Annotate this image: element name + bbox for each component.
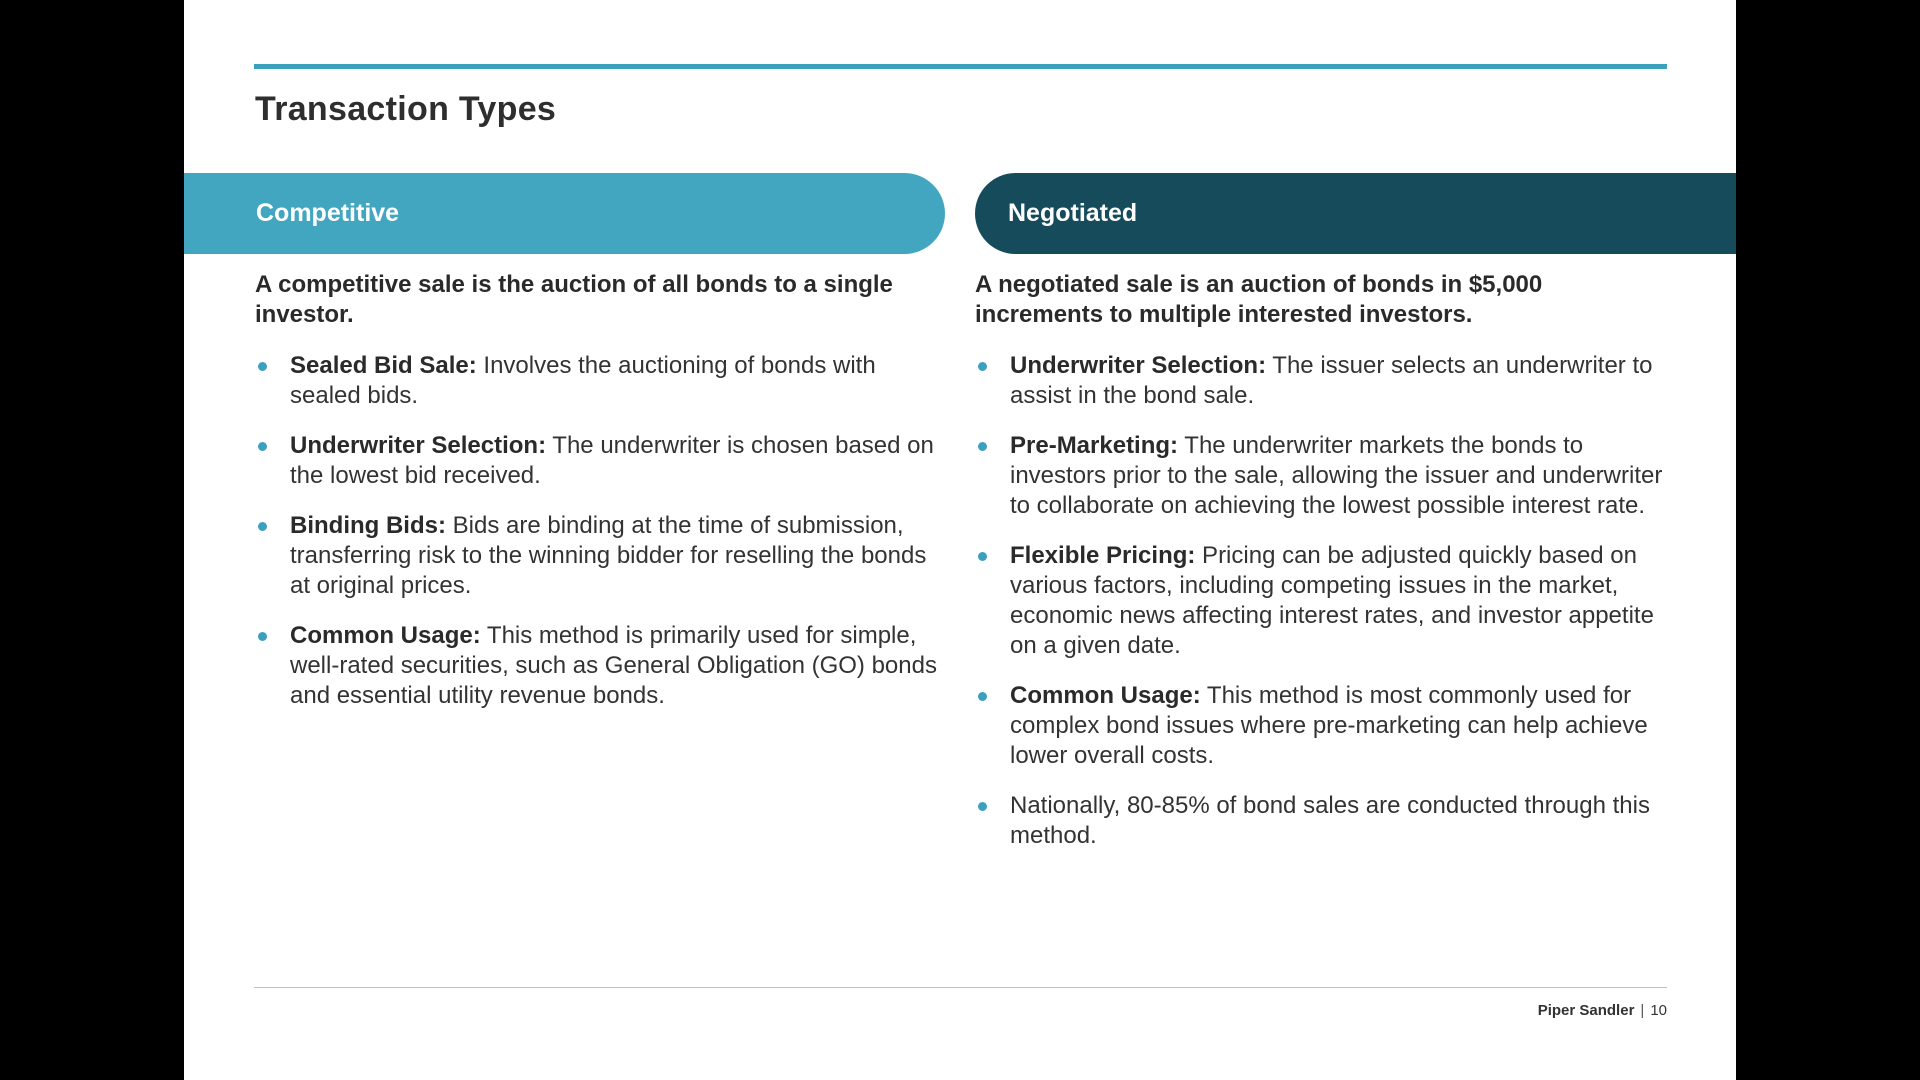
competitive-banner (184, 173, 945, 254)
competitive-column (255, 270, 945, 731)
item-text: The underwriter is chosen based on the lowest bid received. (290, 432, 934, 489)
bullet-icon (978, 802, 987, 811)
item-term: Common Usage: (1010, 682, 1201, 709)
list-item (975, 791, 1670, 851)
bottom-divider (254, 987, 1667, 988)
competitive-lead: A competitive sale is the auction of all bonds to a single investor. (255, 271, 893, 328)
list-item (255, 511, 945, 601)
list-item (255, 431, 945, 491)
list-item (975, 681, 1670, 771)
negotiated-lead: A negotiated sale is an auction of bonds in $5,000 increments to multiple interested investors. (975, 271, 1543, 328)
bullet-icon (258, 522, 267, 531)
item-text: The issuer selects an underwriter to assist in the bond sale. (1010, 352, 1653, 409)
item-term: Flexible Pricing: (1010, 542, 1196, 569)
bullet-icon (258, 632, 267, 641)
negotiated-list (975, 351, 1670, 851)
item-term: Common Usage: (290, 622, 481, 649)
competitive-heading: Competitive (256, 199, 400, 227)
top-divider (254, 64, 1667, 69)
competitive-list (255, 351, 945, 711)
item-term: Binding Bids: (290, 512, 446, 539)
item-term: Sealed Bid Sale: (290, 352, 477, 379)
item-term: Underwriter Selection: (1010, 352, 1267, 379)
list-item (975, 351, 1670, 411)
item-text: Pricing can be adjusted quickly based on various factors, including competing issues in the market, economic news affecting interest rates, and investor appetite on a given date. (1010, 542, 1654, 659)
negotiated-banner (975, 173, 1736, 254)
negotiated-column (975, 270, 1670, 871)
bullet-icon (978, 362, 987, 371)
negotiated-heading: Negotiated (1008, 199, 1138, 227)
page-number: 10 (1650, 1002, 1667, 1019)
footer (1538, 1002, 1667, 1019)
item-text: This method is most commonly used for complex bond issues where pre-marketing can help achieve lower overall costs. (1010, 682, 1648, 769)
item-text: This method is primarily used for simple, well-rated securities, such as General Obligation (GO) bonds and essential utility revenue bonds. (290, 622, 937, 709)
bullet-icon (978, 692, 987, 701)
slide (184, 0, 1736, 1080)
item-text: Involves the auctioning of bonds with sealed bids. (290, 352, 876, 409)
item-term: Underwriter Selection: (290, 432, 547, 459)
list-item (255, 351, 945, 411)
bullet-icon (258, 442, 267, 451)
list-item (255, 621, 945, 711)
item-term: Pre-Marketing: (1010, 432, 1179, 459)
item-text: Bids are binding at the time of submission, transferring risk to the winning bidder for reselling the bonds at original prices. (290, 512, 927, 599)
slide-title: Transaction Types (255, 90, 557, 128)
list-item (975, 541, 1670, 661)
footer-separator: | (1640, 1002, 1645, 1019)
footer-brand: Piper Sandler (1537, 1002, 1635, 1019)
bullet-icon (258, 362, 267, 371)
list-item (975, 431, 1670, 521)
item-text: The underwriter markets the bonds to investors prior to the sale, allowing the issuer and underwriter to collaborate on achieving the lowest possible interest rate. (1010, 432, 1663, 519)
bullet-icon (978, 552, 987, 561)
bullet-icon (978, 442, 987, 451)
item-text: Nationally, 80-85% of bond sales are conducted through this method. (1010, 792, 1650, 849)
